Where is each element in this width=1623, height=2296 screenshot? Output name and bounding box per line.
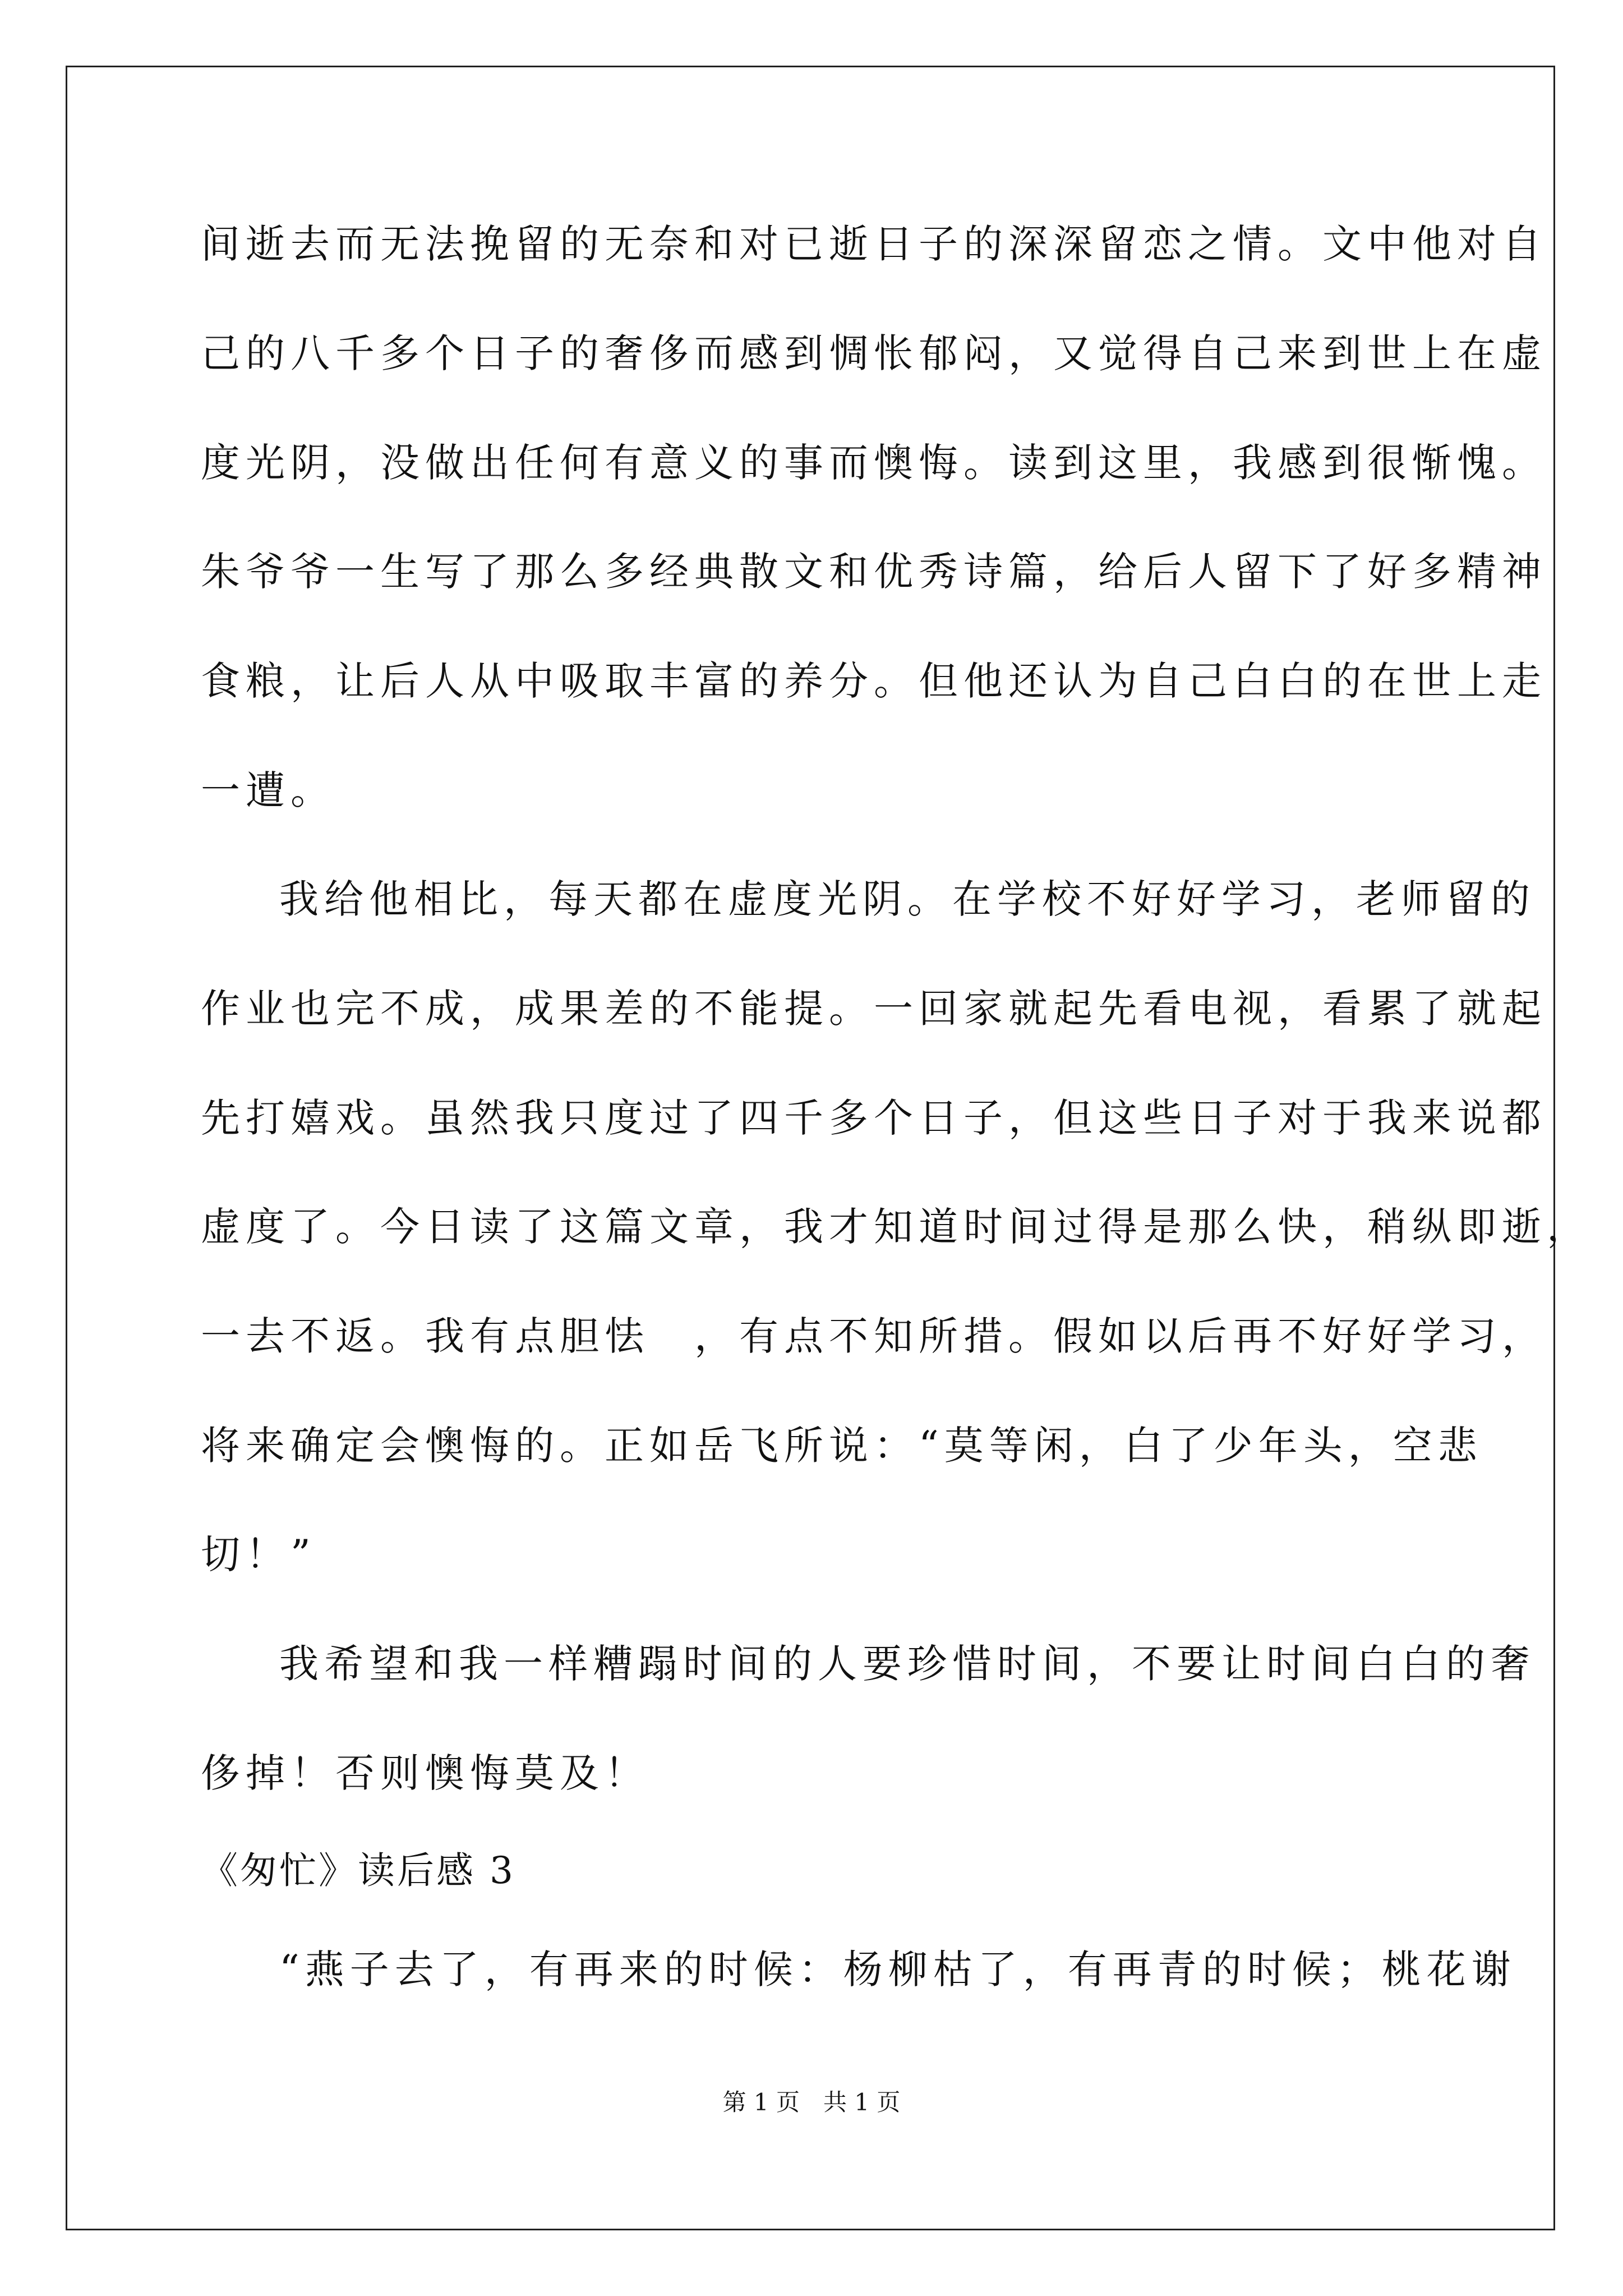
text-line: 食粮，让后人从中吸取丰富的养分。但他还认为自己白白的在世上走 [201,658,1547,704]
page-number-footer: 第 1 页 共 1 页 [722,2088,901,2116]
text-line: 将来确定会懊悔的。正如岳飞所说：“莫等闲，白了少年头，空悲 [201,1423,1483,1469]
text-line: 侈掉！否则懊悔莫及！ [201,1750,649,1796]
text-line: 我给他相比，每天都在虚度光阴。在学校不好好学习，老师留的 [279,876,1536,922]
text-line: 朱爷爷一生写了那么多经典散文和优秀诗篇，给后人留下了好多精神 [201,549,1547,595]
text-line: 作业也完不成，成果差的不能提。一回家就起先看电视，看累了就起 [201,986,1547,1032]
text-line: 我希望和我一样糟蹋时间的人要珍惜时间，不要让时间白白的奢 [279,1641,1536,1687]
text-line: 间逝去而无法挽留的无奈和对已逝日子的深深留恋之情。文中他对自 [201,221,1547,267]
text-line: 度光阴，没做出任何有意义的事而懊悔。读到这里，我感到很惭愧。 [201,440,1547,486]
text-line: 一遭。 [201,767,335,813]
text-line: 先打嬉戏。虽然我只度过了四千多个日子，但这些日子对于我来说都 [201,1095,1547,1141]
text-line: 己的八千多个日子的奢侈而感到惆怅郁闷，又觉得自己来到世上在虚 [201,330,1547,376]
text-line: 虚度了。今日读了这篇文章，我才知道时间过得是那么快，稍纵即逝， [201,1204,1592,1250]
text-line: 切！” [201,1531,316,1577]
text-line: “燕子去了，有再来的时候：杨柳枯了，有再青的时候；桃花谢 [279,1947,1516,1993]
text-line: 一去不返。我有点胆怯 ，有点不知所措。假如以后再不好好学习， [201,1313,1547,1359]
section-heading: 《匆忙》读后感 3 [201,1849,515,1892]
